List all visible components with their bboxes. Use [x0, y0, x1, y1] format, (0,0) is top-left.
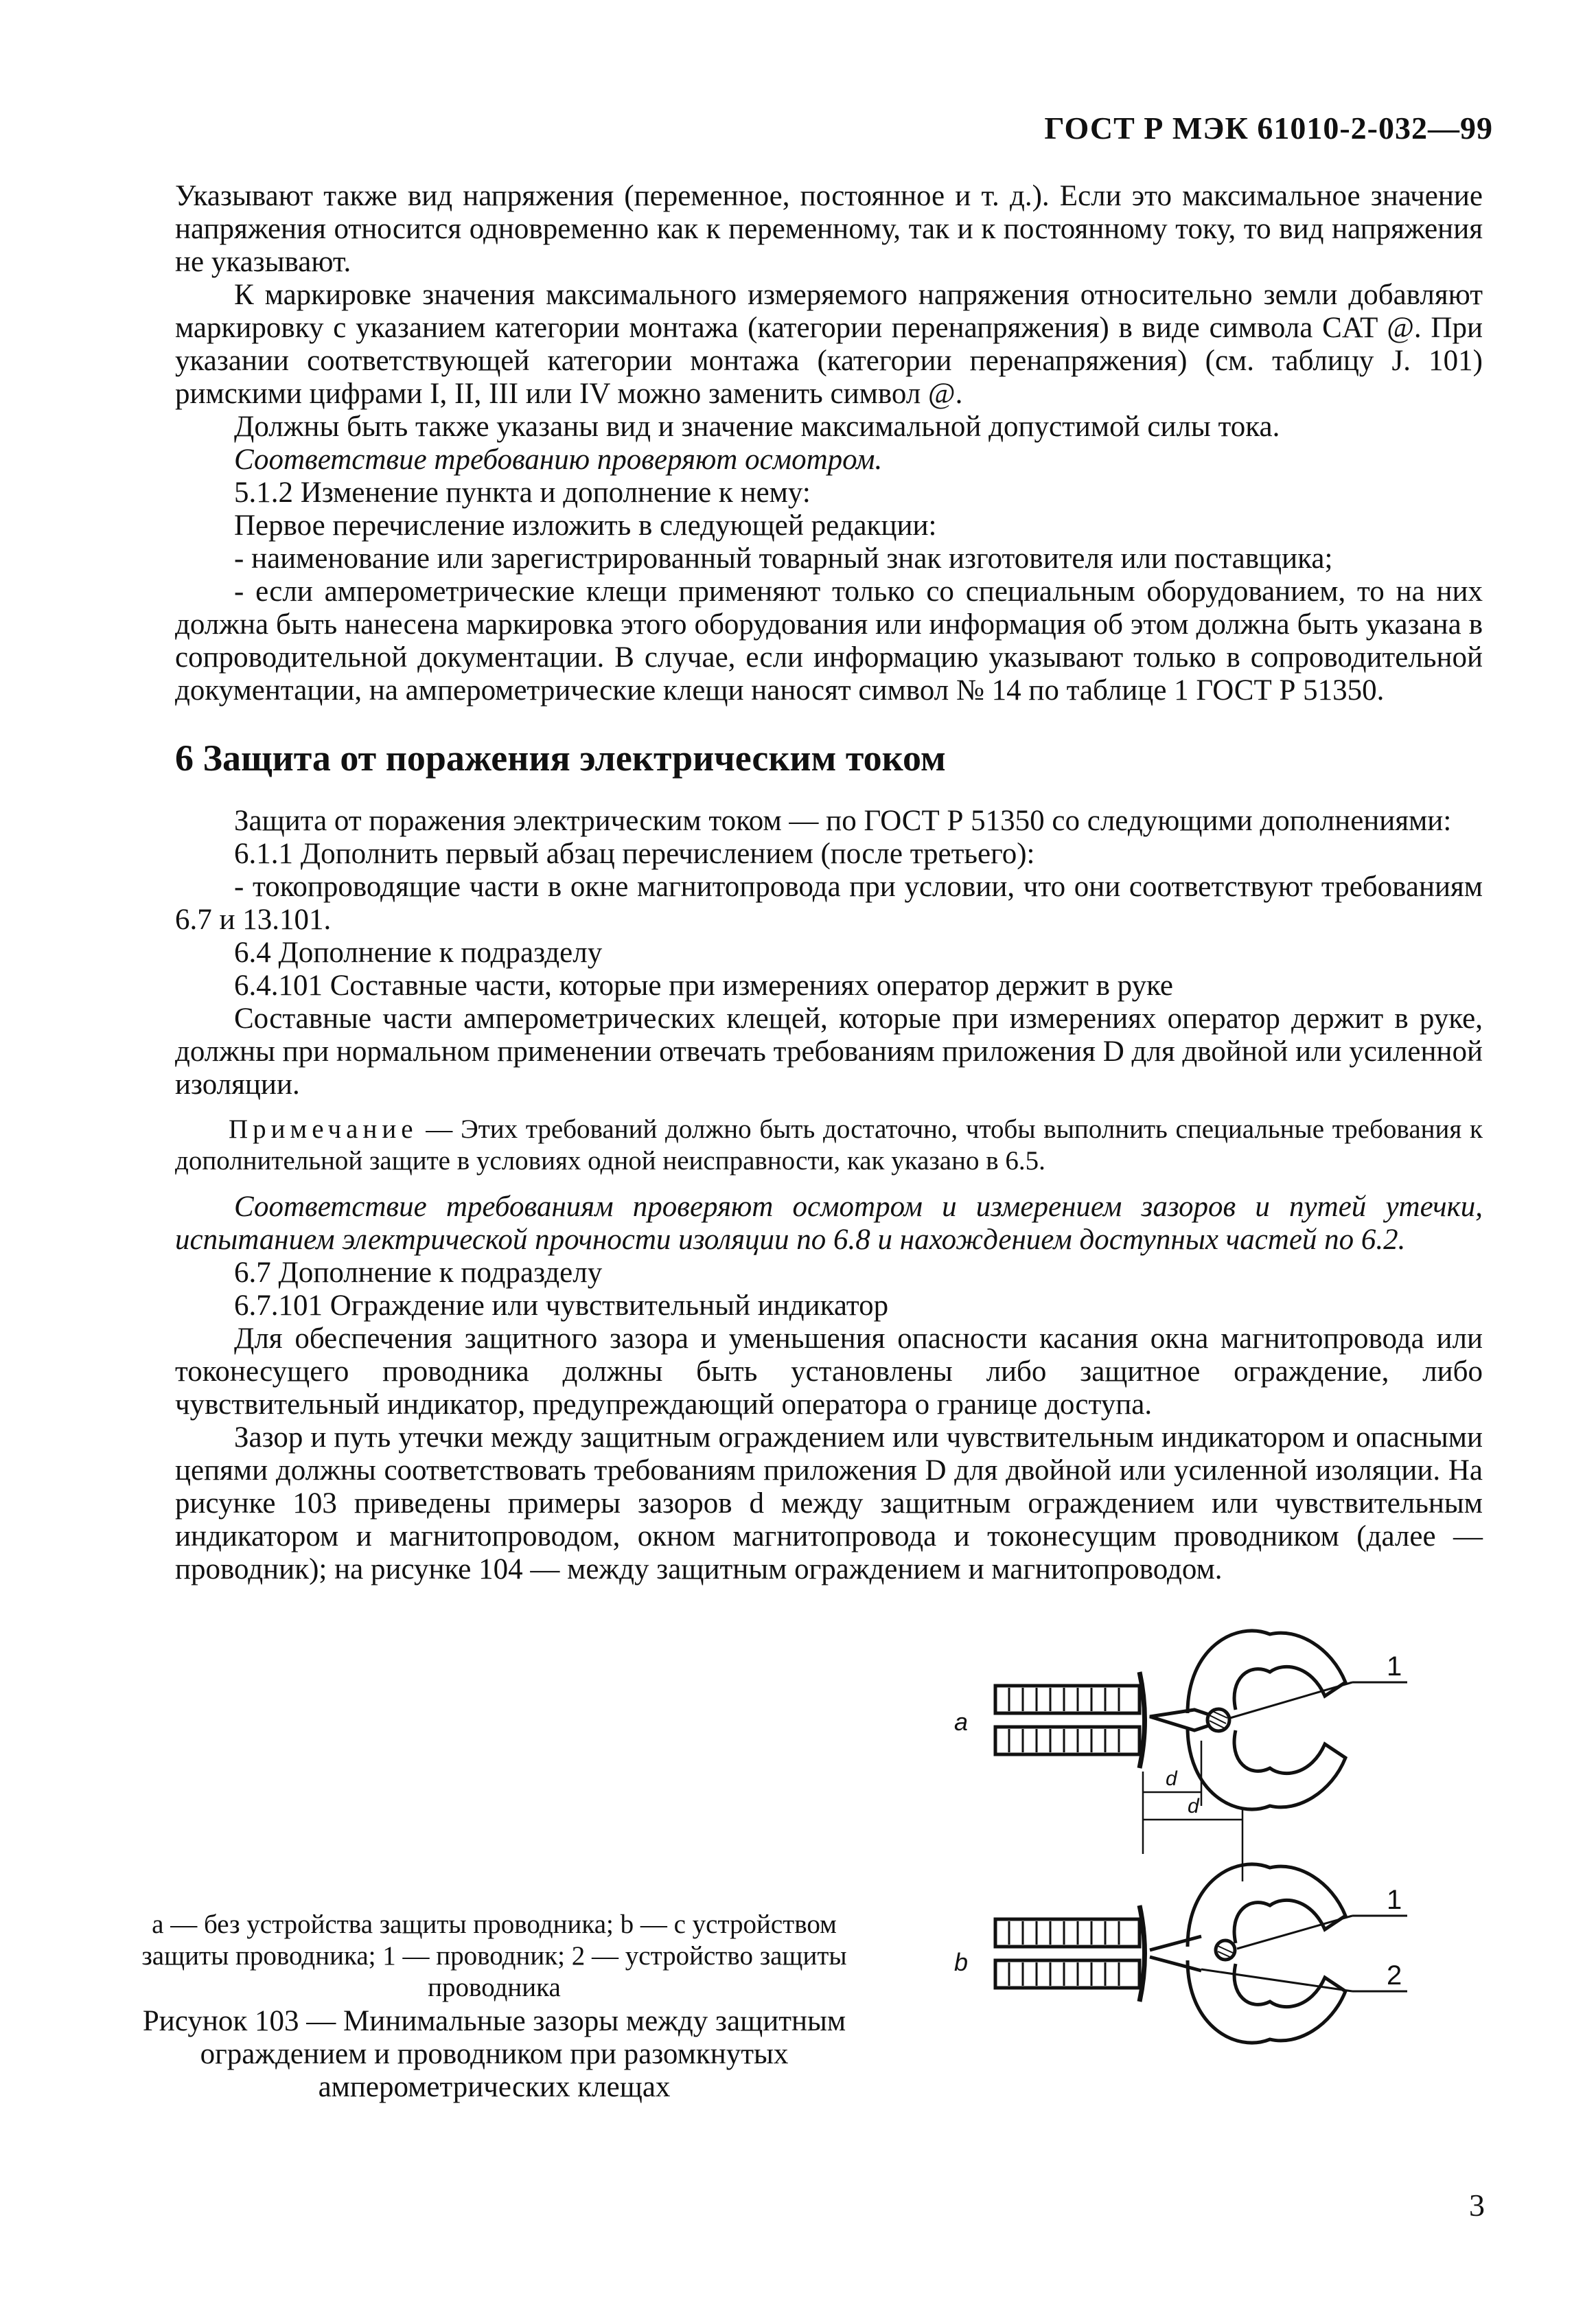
figure-caption: Рисунок 103 — Минимальные зазоры между защитным ограждением и проводником при разомкнутых амперометрических клещах: [142, 2005, 846, 2103]
list-item: - если амперометрические клещи применяют только со специальным оборудованием, то на них должна быть нанесена маркировка этого оборудования или информация об этом должна быть указана в сопроводительной документации. В случае, если информацию указывают только в сопроводительной документации, на амперометрические клещи наносят символ № 14 по таблице 1 ГОСТ Р 51350.: [175, 575, 1483, 707]
paragraph: К маркировке значения максимального измеряемого напряжения относительно земли добавляют маркировку с указанием категории монтажа (категории перенапряжения) в виде символа CAT @. При указании соответствующей категории монтажа (категории перенапряжения) (см. таблицу J. 101) римскими цифрами I, II, III или IV можно заменить символ @.: [175, 279, 1483, 410]
clause-heading: 6.4 Дополнение к подразделу: [234, 937, 603, 969]
compliance-paragraph: Соответствие требованию проверяют осмотром.: [234, 444, 883, 476]
label-a: a: [954, 1708, 969, 1736]
list-item: - наименование или зарегистрированный товарный знак изготовителя или поставщика;: [234, 542, 1333, 575]
figure-legend: a — без устройства защиты проводника; b — с устройством защиты проводника; 1 — проводник; 2 — устройство защиты проводника: [141, 1910, 847, 2002]
clause-heading: 6.7.101 Ограждение или чувствительный индикатор: [234, 1290, 889, 1322]
body-text: [175, 180, 1483, 1586]
paragraph: Должны быть также указаны вид и значение максимальной допустимой силы тока.: [234, 411, 1280, 443]
label-b: b: [954, 1948, 969, 1976]
clause-heading: 6.4.101 Составные части, которые при измерениях оператор держит в руке: [234, 970, 1173, 1002]
clause-heading: 6.7 Дополнение к подразделу: [234, 1257, 603, 1289]
paragraph: Для обеспечения защитного зазора и уменьшения опасности касания окна магнитопровода или токонесущего проводника должны быть установлены либо защитное ограждение, либо чувствительный индикатор, предупреждающий оператора о границе доступа.: [175, 1322, 1483, 1421]
note: [175, 1114, 1483, 1177]
section-title: 6 Защита от поражения электрическим током: [175, 737, 946, 779]
document-header: ГОСТ Р МЭК 61010-2-032—99: [1044, 111, 1493, 146]
clamp-b: [995, 1864, 1407, 2043]
paragraph: Зазор и путь утечки между защитным ограждением или чувствительным индикатором и опасными цепями должны соответствовать требованиям приложения D для двойной или усиленной изоляции. На рисунке 103 приведены примеры зазоров d между защитным ограждением или чувствительным индикатором и магнитопроводом, окном магнитопровода и токонесущим проводником (далее — проводник); на рисунке 104 — между защитным ограждением и магнитопроводом.: [175, 1421, 1483, 1585]
note-label: Примечание: [229, 1114, 418, 1144]
compliance-paragraph: Соответствие требованиям проверяют осмотром и измерением зазоров и путей утечки, испытанием электрической прочности изоляции по 6.8 и нахождением доступных частей по 6.2.: [175, 1191, 1483, 1256]
paragraph: Указывают также вид напряжения (переменное, постоянное и т. д.). Если это максимальное значение напряжения относится одновременно как к переменному, так и к постоянному току, то вид напряжения не указывают.: [175, 180, 1483, 278]
paragraph: Защита от поражения электрическим током — по ГОСТ Р 51350 со следующими дополнениями:: [234, 805, 1452, 837]
callout-1-bottom: 1: [1387, 1885, 1402, 1915]
paragraph: Составные части амперометрических клещей, которые при измерениях оператор держит в руке, должны при нормальном применении отвечать требованиям приложения D для двойной или усиленной изоляции.: [175, 1003, 1483, 1101]
dimension-d-top: d: [1166, 1767, 1177, 1790]
list-item: - токопроводящие части в окне магнитопровода при условии, что они соответствуют требованиям 6.7 и 13.101.: [175, 871, 1483, 936]
clause-heading: 6.1.1 Дополнить первый абзац перечислением (после третьего):: [234, 838, 1035, 870]
callout-1-top: 1: [1387, 1651, 1402, 1682]
clamp-diagram: [913, 1607, 1462, 2053]
note-text: — Этих требований должно быть достаточно, чтобы выполнить специальные требования к дополнительной защите в условиях одной неисправности, как указано в 6.5.: [175, 1114, 1483, 1176]
dimension-d-bottom: d: [1188, 1795, 1199, 1818]
callout-2: 2: [1387, 1960, 1402, 1991]
clause-heading: 5.1.2 Изменение пункта и дополнение к нему:: [234, 477, 811, 509]
page-number: 3: [1469, 2188, 1485, 2223]
paragraph: Первое перечисление изложить в следующей редакции:: [234, 509, 937, 542]
